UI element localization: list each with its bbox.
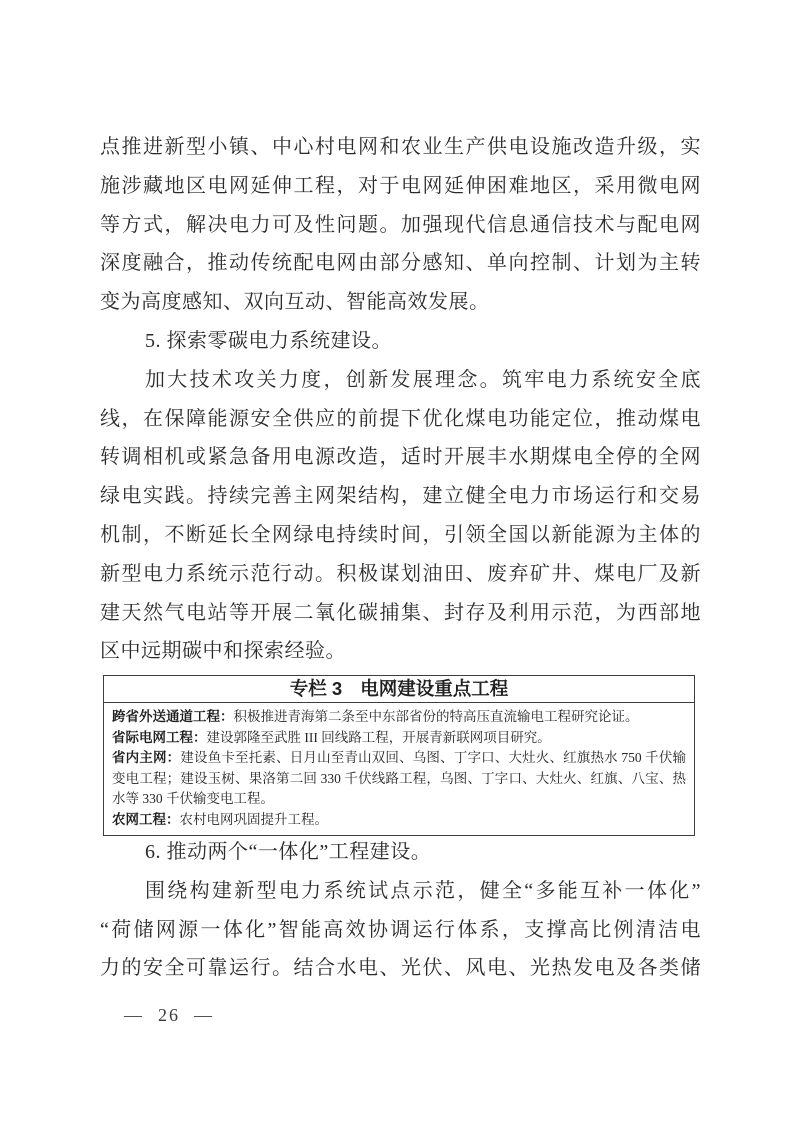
column-box-grid-projects xyxy=(103,675,695,836)
body-text-block xyxy=(100,128,701,671)
text-line: 深度融合，推动传统配电网由部分感知、单向控制、计划为主转 xyxy=(100,252,701,275)
text-line: 机制，不断延长全网绿电持续时间，引领全国以新能源为主体的 xyxy=(100,523,701,546)
footer-dash-right: — xyxy=(194,1005,214,1025)
text-line: 力的安全可靠运行。结合水电、光伏、风电、光热发电及各类储 xyxy=(100,957,701,980)
footer-dash-left: — xyxy=(124,1005,144,1025)
text-line: 加大技术攻关力度，创新发展理念。筑牢电力系统安全底 xyxy=(145,368,701,391)
box-item-label: 省内主网： xyxy=(112,750,181,765)
text-line: 转调相机或紧急备用电源改造，适时开展丰水期煤电全停的全网 xyxy=(100,446,701,469)
box-item-label: 跨省外送通道工程： xyxy=(112,709,234,724)
box-body xyxy=(104,703,694,835)
box-item-text: 建设郭隆至武胜 III 回线路工程，开展青新联网项目研究。 xyxy=(206,729,551,745)
box-item xyxy=(112,810,686,831)
box-item-label: 农网工程： xyxy=(112,811,180,827)
section-heading-5: 5. 探索零碳电力系统建设。 xyxy=(145,329,392,352)
footer-page-number: 26 xyxy=(158,1005,180,1025)
text-line: 区中远期碳中和探索经验。 xyxy=(100,640,346,663)
section-heading-6: 6. 推动两个“一体化”工程建设。 xyxy=(145,841,432,863)
page-number xyxy=(124,1002,214,1028)
box-item-label: 省际电网工程： xyxy=(112,729,207,745)
text-line: “荷储网源一体化”智能高效协调运行体系，支撑高比例清洁电 xyxy=(100,918,701,941)
text-line: 建天然气电站等开展二氧化碳捕集、封存及利用示范，为西部地 xyxy=(100,601,701,624)
box-item xyxy=(112,728,686,749)
box-item xyxy=(112,707,686,728)
text-line: 线，在保障能源安全供应的前提下优化煤电功能定位，推动煤电 xyxy=(100,407,701,430)
text-line: 围绕构建新型电力系统试点示范，健全“多能互补一体化” xyxy=(145,879,701,902)
text-line: 点推进新型小镇、中心村电网和农业生产供电设施改造升级，实 xyxy=(100,136,701,158)
box-item-text: 农村电网巩固提升工程。 xyxy=(179,811,328,827)
text-line: 等方式，解决电力可及性问题。加强现代信息通信技术与配电网 xyxy=(100,213,701,236)
text-line: 绿电实践。持续完善主网架结构，建立健全电力市场运行和交易 xyxy=(100,485,701,508)
box-title-label: 专栏 3 xyxy=(289,678,343,699)
box-title-text: 电网建设重点工程 xyxy=(360,678,509,699)
text-line: 变为高度感知、双向互动、智能高效发展。 xyxy=(100,291,490,314)
text-line: 施涉藏地区电网延伸工程，对于电网延伸困难地区，采用微电网 xyxy=(100,174,701,197)
box-item xyxy=(112,748,686,810)
box-item-text: 积极推进青海第二条至中东部省份的特高压直流输电工程研究论证。 xyxy=(233,709,639,724)
box-item-text: 建设鱼卡至托素、日月山至青山双回、乌图、丁字口、大灶火、红旗热水 750 千伏输变电工程；建设玉树、果洛第二回 330 千伏线路工程，乌图、丁字口、大灶火、红旗、八宝、热水等 330 千伏输变电工程。 xyxy=(112,750,687,806)
body-text-block-after-box xyxy=(100,833,701,988)
text-line: 新型电力系统示范行动。积极谋划油田、废弃矿井、煤电厂及新 xyxy=(100,562,701,585)
box-title xyxy=(104,676,694,703)
